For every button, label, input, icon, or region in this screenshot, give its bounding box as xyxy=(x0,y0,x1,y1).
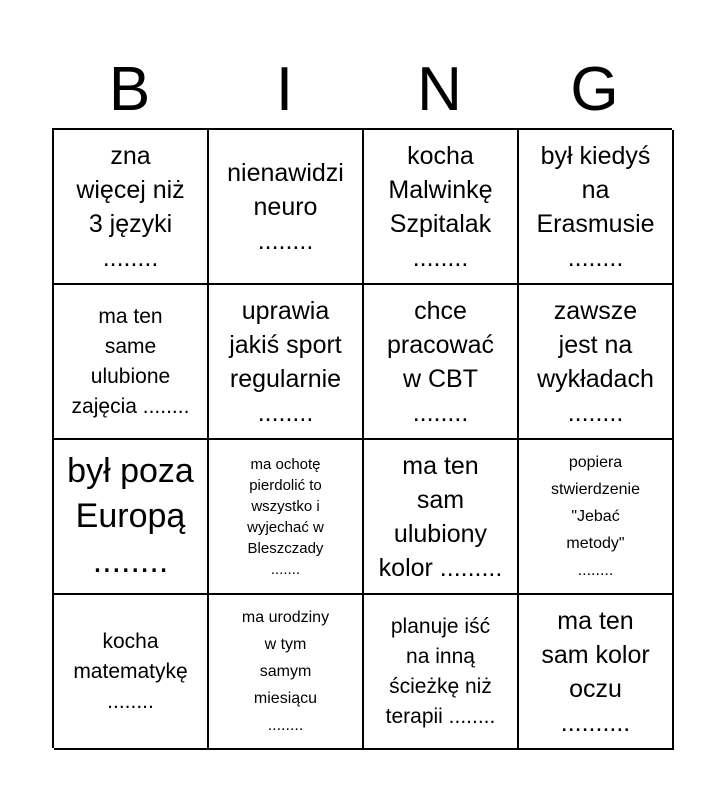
bingo-cell[interactable]: kocha Malwinkę Szpitalak ........ xyxy=(364,130,519,285)
bingo-cell[interactable]: ma ochotę pierdolić to wszystko i wyjechać w Bleszczady ....... xyxy=(209,440,364,595)
bingo-cell[interactable]: chce pracować w CBT ........ xyxy=(364,285,519,440)
bingo-cell[interactable]: uprawia jakiś sport regularnie ........ xyxy=(209,285,364,440)
bingo-cell[interactable]: zawsze jest na wykładach ........ xyxy=(519,285,674,440)
bingo-cell[interactable]: kocha matematykę ........ xyxy=(54,595,209,750)
bingo-grid xyxy=(52,128,672,748)
header-letter-n: N xyxy=(417,55,462,124)
bingo-cell[interactable]: nienawidzi neuro ........ xyxy=(209,130,364,285)
header-letter-b: B xyxy=(108,55,151,124)
bingo-cell[interactable]: był poza Europą ........ xyxy=(54,440,209,595)
bingo-header xyxy=(52,52,672,128)
bingo-cell[interactable]: ma ten sam ulubiony kolor ......... xyxy=(364,440,519,595)
bingo-cell[interactable]: ma urodziny w tym samym miesiącu ........ xyxy=(209,595,364,750)
header-letter-g: G xyxy=(570,55,619,124)
header-letter-i: I xyxy=(275,55,294,124)
bingo-cell[interactable]: zna więcej niż 3 języki ........ xyxy=(54,130,209,285)
bingo-cell[interactable]: ma ten same ulubione zajęcia ........ xyxy=(54,285,209,440)
bingo-cell[interactable]: planuje iść na inną ścieżkę niż terapii ........ xyxy=(364,595,519,750)
bingo-cell[interactable]: ma ten sam kolor oczu .......... xyxy=(519,595,674,750)
bingo-cell[interactable]: był kiedyś na Erasmusie ........ xyxy=(519,130,674,285)
bingo-cell[interactable]: popiera stwierdzenie "Jebać metody" ........ xyxy=(519,440,674,595)
